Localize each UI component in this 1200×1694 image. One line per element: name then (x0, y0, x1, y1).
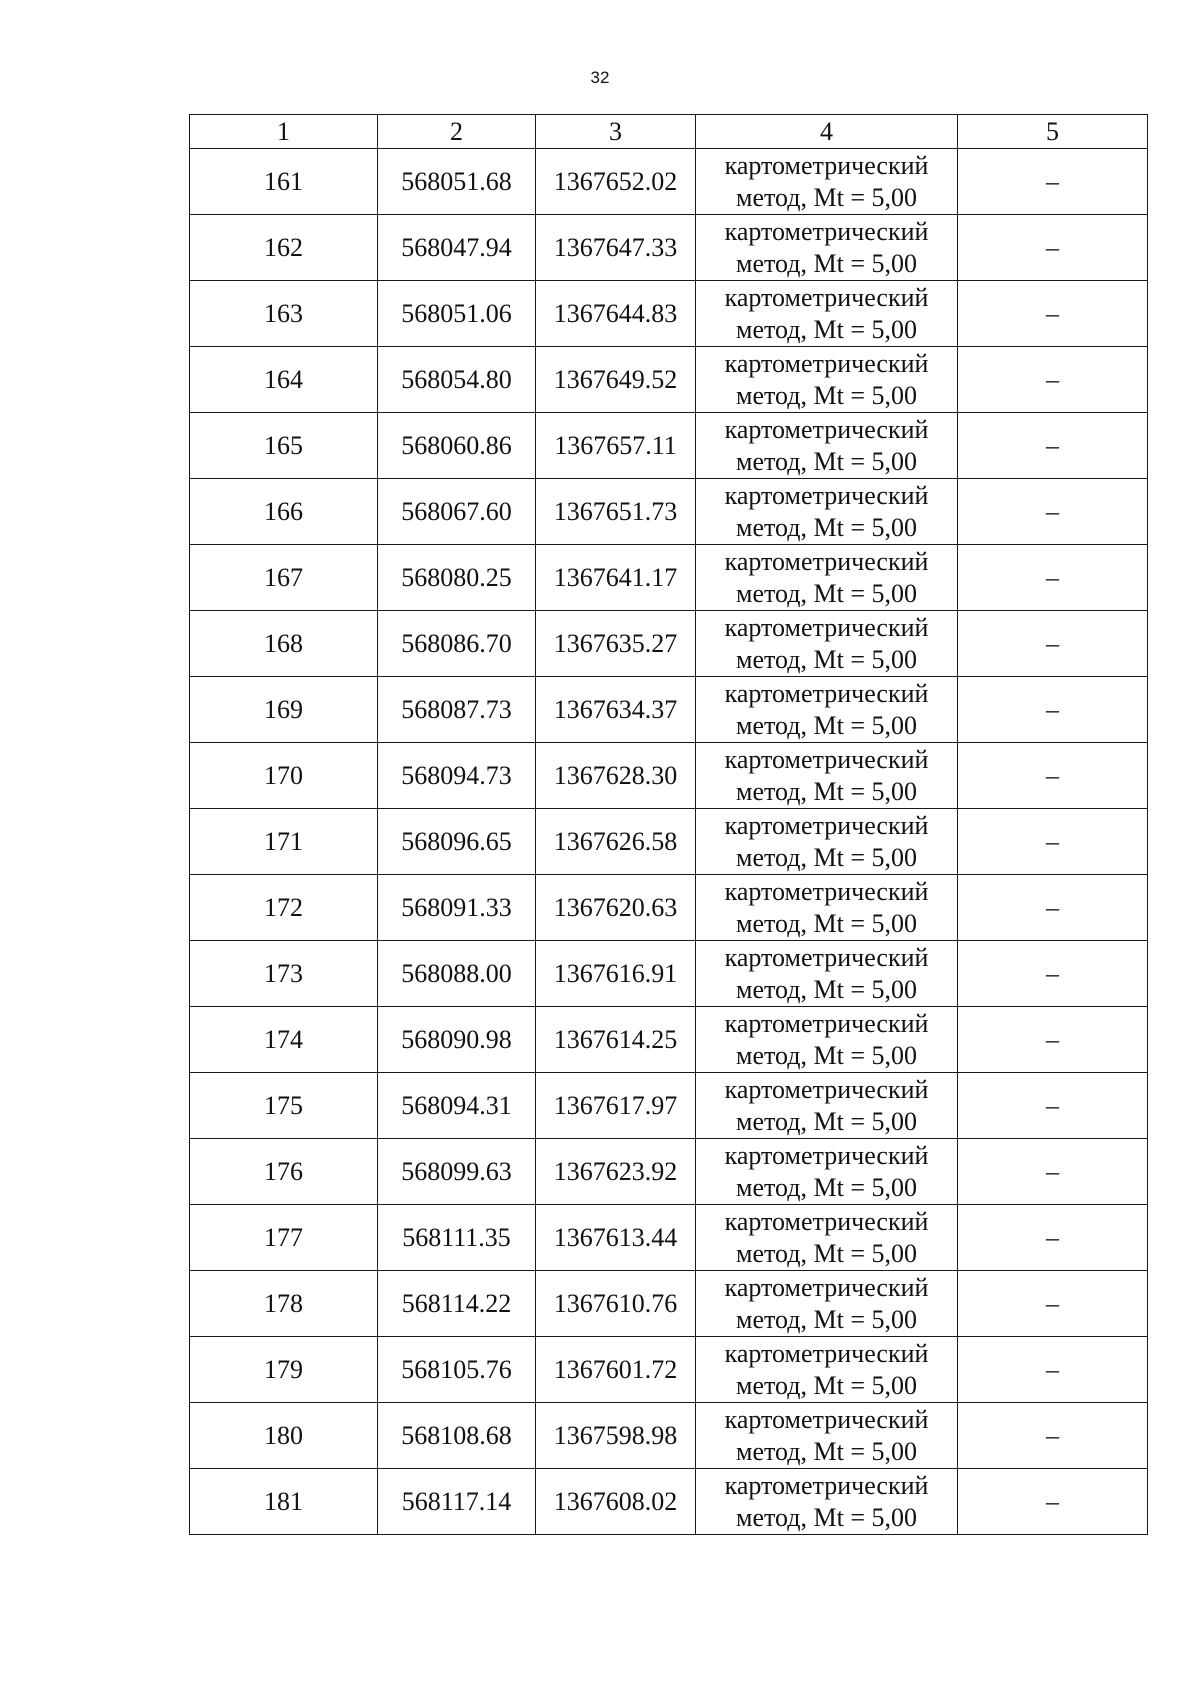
note-cell: – (958, 1403, 1148, 1469)
table-row (190, 611, 1148, 677)
y-coordinate-cell: 1367641.17 (536, 545, 696, 611)
note-cell: – (958, 1337, 1148, 1403)
method-text-line-1: картометрический (724, 414, 929, 444)
x-coordinate-cell: 568051.68 (378, 149, 536, 215)
x-coordinate-cell: 568051.06 (378, 281, 536, 347)
point-number-cell: 176 (190, 1139, 378, 1205)
method-cell (696, 941, 958, 1007)
table-body (190, 149, 1148, 1535)
note-cell: – (958, 875, 1148, 941)
point-number-cell: 163 (190, 281, 378, 347)
table-row (190, 1073, 1148, 1139)
point-number-cell: 161 (190, 149, 378, 215)
header-row (190, 115, 1148, 149)
method-text-line-1: картометрический (724, 1338, 929, 1368)
note-cell: – (958, 413, 1148, 479)
method-text-line-1: картометрический (724, 942, 929, 972)
method-text-line-2: метод, Mt = 5,00 (736, 1304, 917, 1334)
point-number-cell: 162 (190, 215, 378, 281)
method-text-line-2: метод, Mt = 5,00 (736, 908, 917, 938)
method-cell (696, 1205, 958, 1271)
method-text-line-2: метод, Mt = 5,00 (736, 1436, 917, 1466)
method-text-line-2: метод, Mt = 5,00 (736, 710, 917, 740)
table-row (190, 479, 1148, 545)
method-cell (696, 281, 958, 347)
method-cell (696, 677, 958, 743)
point-number-cell: 178 (190, 1271, 378, 1337)
y-coordinate-cell: 1367610.76 (536, 1271, 696, 1337)
method-text-line-1: картометрический (724, 480, 929, 510)
note-cell: – (958, 1007, 1148, 1073)
note-cell: – (958, 1139, 1148, 1205)
note-cell: – (958, 611, 1148, 677)
method-text-line-2: метод, Mt = 5,00 (736, 644, 917, 674)
method-text-line-2: метод, Mt = 5,00 (736, 446, 917, 476)
y-coordinate-cell: 1367635.27 (536, 611, 696, 677)
note-cell: – (958, 281, 1148, 347)
method-cell (696, 1139, 958, 1205)
note-cell: – (958, 677, 1148, 743)
method-text-line-1: картометрический (724, 1008, 929, 1038)
x-coordinate-cell: 568094.31 (378, 1073, 536, 1139)
note-cell: – (958, 1073, 1148, 1139)
point-number-cell: 169 (190, 677, 378, 743)
method-text-line-2: метод, Mt = 5,00 (736, 1370, 917, 1400)
point-number-cell: 166 (190, 479, 378, 545)
table-row (190, 149, 1148, 215)
table-row (190, 677, 1148, 743)
method-text-line-1: картометрический (724, 150, 929, 180)
y-coordinate-cell: 1367657.11 (536, 413, 696, 479)
method-text-line-2: метод, Mt = 5,00 (736, 1106, 917, 1136)
method-cell (696, 215, 958, 281)
y-coordinate-cell: 1367616.91 (536, 941, 696, 1007)
method-text-line-1: картометрический (724, 1140, 929, 1170)
column-header: 3 (536, 115, 696, 149)
point-number-cell: 172 (190, 875, 378, 941)
note-cell: – (958, 809, 1148, 875)
note-cell: – (958, 479, 1148, 545)
method-cell (696, 1337, 958, 1403)
method-text-line-2: метод, Mt = 5,00 (736, 1238, 917, 1268)
y-coordinate-cell: 1367614.25 (536, 1007, 696, 1073)
method-cell (696, 1403, 958, 1469)
method-text-line-2: метод, Mt = 5,00 (736, 512, 917, 542)
y-coordinate-cell: 1367634.37 (536, 677, 696, 743)
y-coordinate-cell: 1367598.98 (536, 1403, 696, 1469)
x-coordinate-cell: 568094.73 (378, 743, 536, 809)
method-text-line-2: метод, Mt = 5,00 (736, 182, 917, 212)
y-coordinate-cell: 1367647.33 (536, 215, 696, 281)
point-number-cell: 171 (190, 809, 378, 875)
table-row (190, 1271, 1148, 1337)
method-text-line-1: картометрический (724, 1404, 929, 1434)
method-text-line-1: картометрический (724, 216, 929, 246)
method-text-line-2: метод, Mt = 5,00 (736, 578, 917, 608)
x-coordinate-cell: 568054.80 (378, 347, 536, 413)
method-text-line-2: метод, Mt = 5,00 (736, 974, 917, 1004)
note-cell: – (958, 149, 1148, 215)
x-coordinate-cell: 568096.65 (378, 809, 536, 875)
x-coordinate-cell: 568117.14 (378, 1469, 536, 1535)
table-row (190, 941, 1148, 1007)
method-cell (696, 347, 958, 413)
x-coordinate-cell: 568047.94 (378, 215, 536, 281)
method-text-line-1: картометрический (724, 1074, 929, 1104)
method-text-line-2: метод, Mt = 5,00 (736, 1502, 917, 1532)
method-text-line-1: картометрический (724, 282, 929, 312)
method-text-line-1: картометрический (724, 876, 929, 906)
y-coordinate-cell: 1367652.02 (536, 149, 696, 215)
method-text-line-2: метод, Mt = 5,00 (736, 380, 917, 410)
table-row (190, 215, 1148, 281)
method-text-line-2: метод, Mt = 5,00 (736, 1172, 917, 1202)
y-coordinate-cell: 1367608.02 (536, 1469, 696, 1535)
point-number-cell: 180 (190, 1403, 378, 1469)
x-coordinate-cell: 568111.35 (378, 1205, 536, 1271)
point-number-cell: 177 (190, 1205, 378, 1271)
point-number-cell: 181 (190, 1469, 378, 1535)
table-row (190, 413, 1148, 479)
method-text-line-1: картометрический (724, 1272, 929, 1302)
column-header: 4 (696, 115, 958, 149)
note-cell: – (958, 941, 1148, 1007)
y-coordinate-cell: 1367617.97 (536, 1073, 696, 1139)
method-text-line-1: картометрический (724, 612, 929, 642)
note-cell: – (958, 1205, 1148, 1271)
method-text-line-2: метод, Mt = 5,00 (736, 842, 917, 872)
method-text-line-1: картометрический (724, 348, 929, 378)
note-cell: – (958, 1271, 1148, 1337)
note-cell: – (958, 1469, 1148, 1535)
table-row (190, 1469, 1148, 1535)
method-text-line-1: картометрический (724, 744, 929, 774)
table-row (190, 809, 1148, 875)
note-cell: – (958, 347, 1148, 413)
table-row (190, 1337, 1148, 1403)
table-row (190, 1007, 1148, 1073)
y-coordinate-cell: 1367651.73 (536, 479, 696, 545)
column-header: 2 (378, 115, 536, 149)
method-cell (696, 809, 958, 875)
method-cell (696, 413, 958, 479)
method-text-line-2: метод, Mt = 5,00 (736, 248, 917, 278)
x-coordinate-cell: 568087.73 (378, 677, 536, 743)
point-number-cell: 170 (190, 743, 378, 809)
x-coordinate-cell: 568086.70 (378, 611, 536, 677)
table-row (190, 545, 1148, 611)
method-text-line-1: картометрический (724, 810, 929, 840)
table-row (190, 1205, 1148, 1271)
table-row (190, 281, 1148, 347)
y-coordinate-cell: 1367623.92 (536, 1139, 696, 1205)
y-coordinate-cell: 1367613.44 (536, 1205, 696, 1271)
method-text-line-2: метод, Mt = 5,00 (736, 1040, 917, 1070)
y-coordinate-cell: 1367644.83 (536, 281, 696, 347)
point-number-cell: 167 (190, 545, 378, 611)
point-number-cell: 168 (190, 611, 378, 677)
x-coordinate-cell: 568091.33 (378, 875, 536, 941)
point-number-cell: 174 (190, 1007, 378, 1073)
method-cell (696, 479, 958, 545)
column-header: 1 (190, 115, 378, 149)
method-text-line-1: картометрический (724, 678, 929, 708)
table-row (190, 875, 1148, 941)
x-coordinate-cell: 568090.98 (378, 1007, 536, 1073)
method-cell (696, 1469, 958, 1535)
method-cell (696, 1271, 958, 1337)
method-text-line-1: картометрический (724, 1206, 929, 1236)
x-coordinate-cell: 568060.86 (378, 413, 536, 479)
method-cell (696, 1007, 958, 1073)
page-number: 32 (590, 68, 610, 87)
point-number-cell: 173 (190, 941, 378, 1007)
point-number-cell: 164 (190, 347, 378, 413)
method-text-line-1: картометрический (724, 546, 929, 576)
table-row (190, 347, 1148, 413)
point-number-cell: 165 (190, 413, 378, 479)
method-cell (696, 611, 958, 677)
x-coordinate-cell: 568067.60 (378, 479, 536, 545)
table-row (190, 1139, 1148, 1205)
method-text-line-1: картометрический (724, 1470, 929, 1500)
method-text-line-2: метод, Mt = 5,00 (736, 314, 917, 344)
x-coordinate-cell: 568108.68 (378, 1403, 536, 1469)
y-coordinate-cell: 1367620.63 (536, 875, 696, 941)
table-row (190, 1403, 1148, 1469)
y-coordinate-cell: 1367628.30 (536, 743, 696, 809)
method-cell (696, 149, 958, 215)
point-number-cell: 175 (190, 1073, 378, 1139)
x-coordinate-cell: 568099.63 (378, 1139, 536, 1205)
method-text-line-2: метод, Mt = 5,00 (736, 776, 917, 806)
method-cell (696, 1073, 958, 1139)
note-cell: – (958, 545, 1148, 611)
note-cell: – (958, 743, 1148, 809)
x-coordinate-cell: 568105.76 (378, 1337, 536, 1403)
x-coordinate-cell: 568088.00 (378, 941, 536, 1007)
note-cell: – (958, 215, 1148, 281)
method-cell (696, 875, 958, 941)
coordinates-table (189, 114, 1148, 1535)
method-cell (696, 545, 958, 611)
method-cell (696, 743, 958, 809)
y-coordinate-cell: 1367601.72 (536, 1337, 696, 1403)
y-coordinate-cell: 1367649.52 (536, 347, 696, 413)
x-coordinate-cell: 568080.25 (378, 545, 536, 611)
y-coordinate-cell: 1367626.58 (536, 809, 696, 875)
x-coordinate-cell: 568114.22 (378, 1271, 536, 1337)
table-row (190, 743, 1148, 809)
point-number-cell: 179 (190, 1337, 378, 1403)
table-header (190, 115, 1148, 149)
column-header: 5 (958, 115, 1148, 149)
